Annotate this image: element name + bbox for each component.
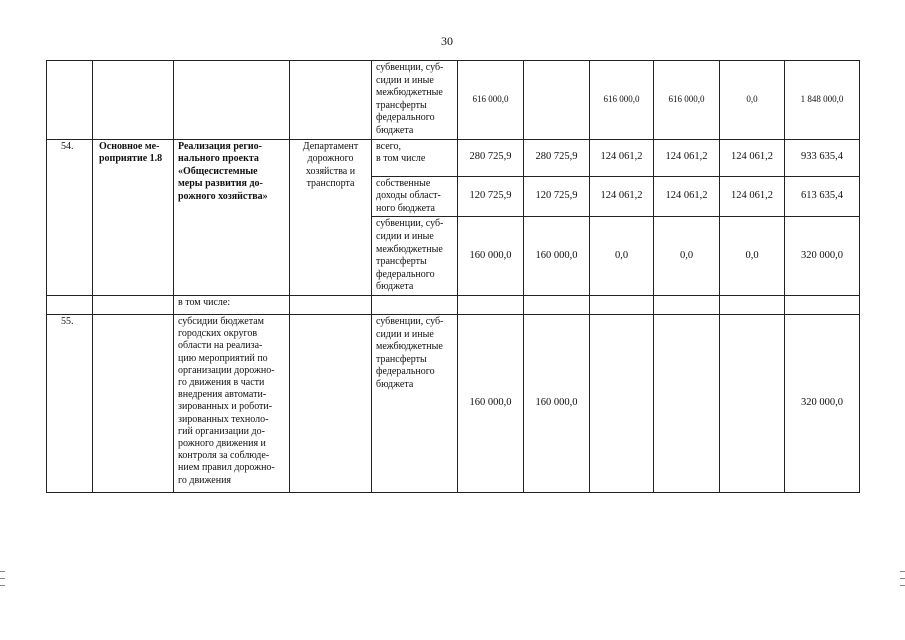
cell-name	[174, 61, 290, 140]
scan-mark	[900, 578, 905, 579]
cell-value-total: 320 000,0	[785, 314, 860, 492]
budget-table	[46, 60, 860, 493]
cell-num	[47, 61, 93, 140]
cell-type	[93, 295, 174, 314]
table-row-55	[47, 314, 860, 492]
cell-value	[590, 314, 654, 492]
cell-value: 0,0	[654, 217, 720, 296]
cell-value: 124 061,2	[720, 139, 785, 176]
cell-value: 120 725,9	[524, 176, 590, 217]
table-row-including	[47, 295, 860, 314]
cell-value: 124 061,2	[590, 176, 654, 217]
cell-value: 160 000,0	[458, 314, 524, 492]
scan-mark	[900, 585, 905, 586]
cell-funding-source: субвенции, суб- сидии и иные межбюджетные трансферты федерального бюджета	[372, 217, 458, 296]
scan-mark	[900, 571, 905, 572]
cell-funding-source: субвенции, суб- сидии и иные межбюджетные трансферты федерального бюджета	[372, 314, 458, 492]
cell-value	[654, 295, 720, 314]
cell-value: 280 725,9	[458, 139, 524, 176]
cell-executor	[290, 61, 372, 140]
cell-value-total: 933 635,4	[785, 139, 860, 176]
cell-value	[720, 314, 785, 492]
cell-value	[654, 314, 720, 492]
cell-value: 124 061,2	[654, 176, 720, 217]
cell-value: 616 000,0	[654, 61, 720, 140]
cell-funding-source	[372, 295, 458, 314]
cell-value: 0,0	[590, 217, 654, 296]
cell-value: 0,0	[720, 217, 785, 296]
table-row-continuation	[47, 61, 860, 140]
cell-type: Основное ме- роприятие 1.8	[93, 139, 174, 295]
scan-mark	[0, 585, 5, 586]
cell-type	[93, 61, 174, 140]
cell-value: 616 000,0	[590, 61, 654, 140]
cell-value: 160 000,0	[524, 314, 590, 492]
cell-value: 616 000,0	[458, 61, 524, 140]
cell-funding-source: всего, в том числе	[372, 139, 458, 176]
cell-value: 124 061,2	[590, 139, 654, 176]
cell-value-total: 320 000,0	[785, 217, 860, 296]
cell-value: 124 061,2	[654, 139, 720, 176]
cell-value	[590, 295, 654, 314]
cell-value: 160 000,0	[524, 217, 590, 296]
cell-value: 0,0	[720, 61, 785, 140]
page-number: 30	[441, 34, 453, 48]
cell-name: субсидии бюджетам городских округов области на реализа- цию мероприятий по организации дорожно- го движения в части внедрения автомати- зированных и роботи- зированных техноло- гий организации до- рожного движения и контроля за соблюде- нием правил дорожно- го движения	[174, 314, 290, 492]
cell-value: 120 725,9	[458, 176, 524, 217]
cell-executor: Департамент дорожного хозяйства и транспорта	[290, 139, 372, 295]
cell-value: 124 061,2	[720, 176, 785, 217]
scan-mark	[0, 578, 5, 579]
cell-value: 280 725,9	[524, 139, 590, 176]
cell-value-total	[785, 295, 860, 314]
cell-num	[47, 295, 93, 314]
cell-value: 160 000,0	[458, 217, 524, 296]
cell-type	[93, 314, 174, 492]
cell-name: Реализация регио- нального проекта «Общесистемные меры развития до- рожного хозяйства»	[174, 139, 290, 295]
cell-funding-source: собственные доходы област- ного бюджета	[372, 176, 458, 217]
cell-funding-source: субвенции, суб- сидии и иные межбюджетные трансферты федерального бюджета	[372, 61, 458, 140]
cell-value	[720, 295, 785, 314]
cell-value	[458, 295, 524, 314]
cell-value-total: 1 848 000,0	[785, 61, 860, 140]
table-row-54	[47, 139, 860, 176]
cell-num: 55.	[47, 314, 93, 492]
cell-executor	[290, 314, 372, 492]
scan-mark	[0, 571, 5, 572]
cell-value	[524, 295, 590, 314]
cell-executor	[290, 295, 372, 314]
cell-name: в том числе:	[174, 295, 290, 314]
cell-num: 54.	[47, 139, 93, 295]
cell-value-total: 613 635,4	[785, 176, 860, 217]
cell-value	[524, 61, 590, 140]
